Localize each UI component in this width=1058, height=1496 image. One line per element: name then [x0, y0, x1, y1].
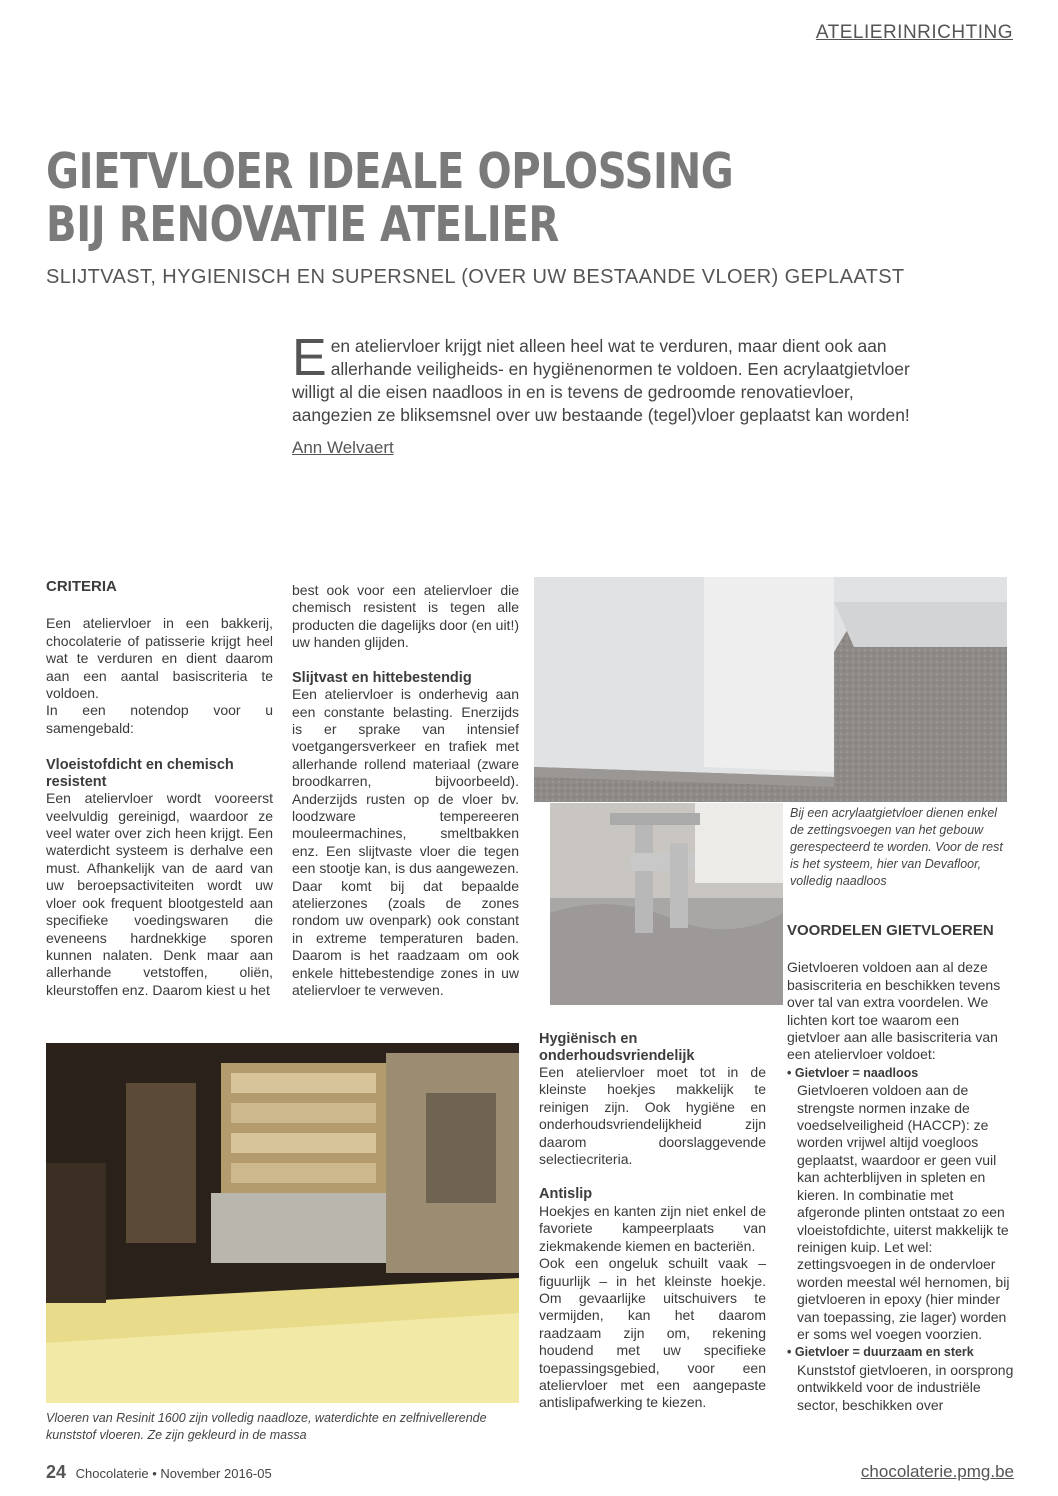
paragraph-vloeistofdicht: Een ateliervloer wordt vooreerst veelvuldig gereinigd, waardoor ze veel water over zich heen krijgt. Een waterdicht systeem is derhalve een must. Afhankelijk van de aard van uw beroepsactiviteiten wordt uw vloer ook frequent blootgesteld aan specifieke voedingswaren die eveneens hardnekkige sporen kunnen nalaten. Denk maar aan allerhande vetstoffen, oliën, kleurstoffen enz. Daarom kiest u het — [46, 790, 273, 998]
article-subtitle: SLIJTVAST, HYGIENISCH EN SUPERSNEL (OVER UW BESTAANDE VLOER) GEPLAATST — [46, 266, 905, 288]
author-byline: Ann Welvaert — [292, 438, 394, 457]
caption-floor-corner: Bij een acrylaatgietvloer dienen enkel de zettingsvoegen van het gebouw gerespecteerd te worden. Voor de rest is het systeem, hier van Devafloor, volledig naadloos — [790, 806, 1003, 888]
website-link[interactable]: chocolaterie.pmg.be — [860, 1462, 1014, 1481]
column-4 — [787, 922, 1014, 1414]
photo-bakery-graphic — [46, 1043, 519, 1403]
heading-vloeistofdicht: Vloeistofdicht en chemisch resistent — [46, 757, 234, 790]
paragraph-slijtvast: Een ateliervloer is onderhevig aan een constante belasting. Enerzijds is er sprake van intensief voetgangersverkeer en trafiek met allerhande rollend materiaal (zware broodkarren, bijvoorbeeld). Anderzijds rusten op de vloer bv. loodzware tempereeren mouleermachines, smeltbakken enz. Een slijtvaste vloer die tegen een stootje kan, is dus aangewezen. Daar komt bij dat bepaalde atelierzones (zoals de zones rondom uw ovenpark) ook constant in extreme temperaturen baden. Daarom is het raadzaam om ook enkele hittebestendige zones in uw ateliervloer te verweven. — [292, 686, 519, 999]
photo-floor-corner-graphic — [534, 577, 1007, 802]
paragraph-notendop: In een notendop voor u samengebald: — [46, 702, 273, 736]
photo-pipes — [550, 803, 783, 1005]
column-2 — [292, 582, 519, 999]
caption-bakery-floor: Vloeren van Resinit 1600 zijn volledig naadloze, waterdichte en zelfnivellerende kunststof vloeren. Ze zijn gekleurd in de massa — [46, 1411, 487, 1442]
bullet-duurzaam: • Gietvloer = duurzaam en sterk Kunststof gietvloeren, in oorsprong ontwikkeld voor de industriële sector, beschikken over — [787, 1345, 1014, 1413]
article-title — [46, 145, 833, 251]
bullet-naadloos: • Gietvloer = naadloos Gietvloeren voldoen aan de strengste normen inzake de voedselveiligheid (HACCP): ze worden vrijwel altijd voegloos geplaatst, waardoor er geen vuil kan achterblijven in spleten en kieren. In combinatie met afgeronde plinten ontstaat zo een vloeistofdichte, uiterst makkelijk te reinigen kuip. Let wel: zettingsvoegen in de ondervloer worden meestal wél hernomen, bij gietvloeren in epoxy (hier minder van toepassing, zie lager) worden er soms wel voegen voorzien. — [787, 1064, 1014, 1344]
column-1 — [46, 578, 273, 999]
section-tag: ATELIERINRICHTING — [815, 22, 1013, 43]
bullet-naadloos-text: Gietvloeren voldoen aan de strengste normen inzake de voedselveiligheid (HACCP): ze worden vrijwel altijd voegloos geplaatst, waardoor er geen vuil kan achterblijven in spleten en kieren. In combinatie met afgeronde plinten ontstaat zo een vloeistofdichte, uiterst makkelijk te reinigen kuip. Let wel: zettingsvoegen in de ondervloer worden meestal wél hernomen, bij gietvloeren in epoxy (hier minder van toepassing, zie lager) worden er soms wel voegen voorzien. — [797, 1082, 1010, 1342]
paragraph-criteria: Een ateliervloer in een bakkerij, chocolaterie of patisserie krijgt heel wat te verduren en dient daarom aan een aantal basiscriteria te voldoen. — [46, 615, 273, 702]
heading-antislip: Antislip — [539, 1186, 593, 1203]
magazine-issue: Chocolaterie • November 2016-05 — [75, 1466, 272, 1481]
heading-hygienisch: Hygiënisch en onderhoudsvriendelijk — [539, 1031, 695, 1064]
photo-pipes-graphic — [550, 803, 783, 1005]
paragraph-hygienisch: Een ateliervloer moet tot in de kleinste hoekjes makkelijk te reinigen zijn. Ook hygiëne en onderhoudsvriendelijkheid zijn daarom doorslaggevende selectiecriteria. — [539, 1064, 766, 1168]
title-line-1: GIETVLOER IDEALE OPLOSSING — [46, 143, 734, 200]
bullet-duurzaam-head: Gietvloer = duurzaam en sterk — [794, 1345, 974, 1360]
title-line-2: BIJ RENOVATIE ATELIER — [46, 196, 559, 253]
intro-paragraph — [292, 329, 912, 427]
footer-left — [46, 1462, 272, 1483]
heading-voordelen: VOORDELEN GIETVLOEREN — [787, 922, 994, 939]
paragraph-antislip-2: Ook een ongeluk schuilt vaak – figuurlijk – in het kleinste hoekje. Om gevaarlijke uitschuivers te vermijden, kan het daarom raadzaam zijn om, rekening houdend met uw specifieke toepassingsgebied, voor een ateliervloer met een aangepaste antislipafwerking te kiezen. — [539, 1255, 766, 1411]
paragraph-antislip-1: Hoekjes en kanten zijn niet enkel de favoriete kampeerplaats van ziekmakende kiemen en bacteriën. — [539, 1202, 766, 1254]
photo-bakery-floor — [46, 1043, 519, 1403]
bullet-duurzaam-text: Kunststof gietvloeren, in oorsprong ontwikkeld voor de industriële sector, beschikken over — [797, 1361, 1014, 1413]
photo-floor-corner — [534, 577, 1007, 802]
drop-cap: E — [292, 329, 327, 387]
bullet-naadloos-head: Gietvloer = naadloos — [794, 1065, 919, 1080]
column-3 — [539, 1031, 766, 1412]
paragraph-chemisch: best ook voor een ateliervloer die chemisch resistent is tegen alle producten die dagelijks door (en uit!) uw handen glijden. — [292, 582, 519, 651]
heading-criteria: CRITERIA — [46, 578, 117, 595]
page-number: 24 — [46, 1462, 67, 1482]
intro-text: en ateliervloer krijgt niet alleen heel wat te verduren, maar dient ook aan allerhande veiligheids- en hygiënenormen te voldoen. Een acrylaatgietvloer willigt al die eisen naadloos in en is tevens de gedroomde renovatievloer, aangezien ze bliksemsnel over uw bestaande (tegel)vloer geplaatst kan worden! — [292, 336, 910, 425]
paragraph-voordelen: Gietvloeren voldoen aan al deze basiscriteria en beschikken tevens over tal van extra voordelen. We lichten kort toe waarom een gietvloer aan alle basiscriteria van een ateliervloer voldoet: — [787, 959, 1001, 1063]
heading-slijtvast: Slijtvast en hittebestendig — [292, 669, 472, 686]
